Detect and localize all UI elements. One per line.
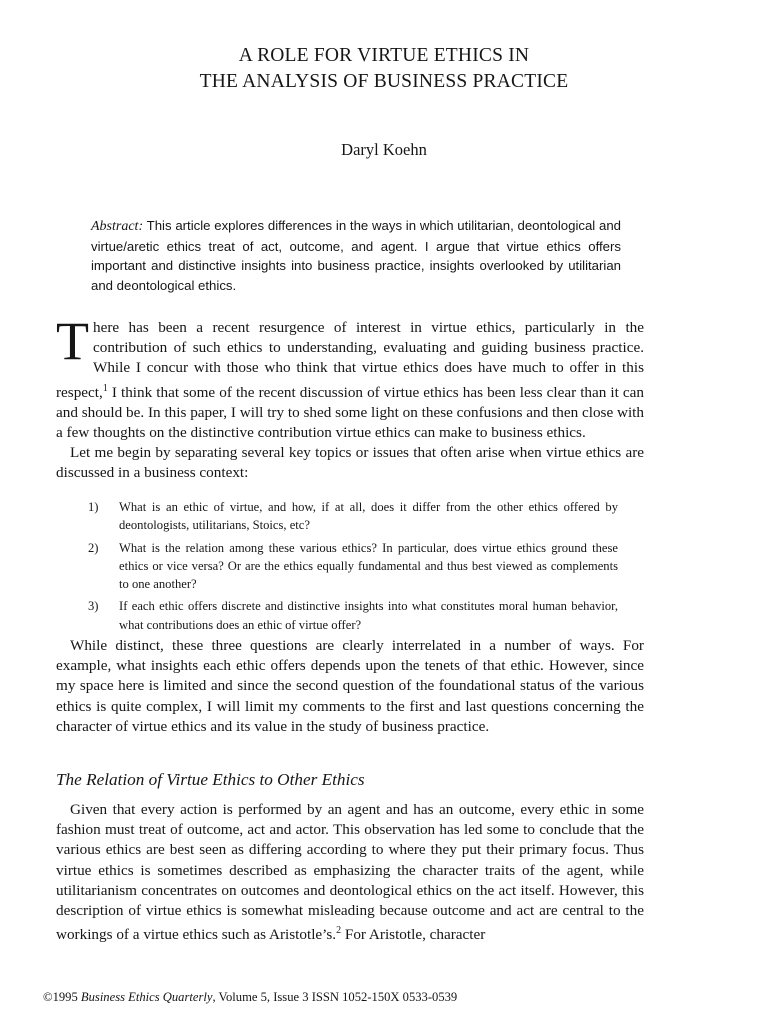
paragraph-4-rest: For Aristotle, character (341, 926, 486, 944)
list-number: 3) (88, 599, 99, 614)
drop-cap: T (56, 311, 89, 371)
list-item (88, 597, 618, 634)
footnote-marker-2: 2 (336, 925, 342, 937)
page-footer (43, 990, 457, 1005)
paragraph-3: While distinct, these three questions are clearly interrelated in a number of ways. For example, what insights each ethic offers depends upon the tenets of that ethic. However, since my space here is limited and since the second question of the foundational status of the various ethics is quite complex, I will limit my comments to the first and last questions concerning the character of virtue ethics and its value in the study of business practice. (56, 637, 644, 735)
question-list (88, 498, 618, 638)
intro-section (56, 311, 644, 484)
list-text: What is the relation among these various ethics? In particular, does virtue ethics ground these ethics or vice versa? Or are the ethics equally fundamental and thus best viewed as complements to one another? (119, 540, 618, 592)
journal-name: Business Ethics Quarterly (80, 990, 213, 1004)
article-title-line-1: A ROLE FOR VIRTUE ETHICS IN (238, 45, 530, 66)
list-number: 2) (88, 540, 99, 555)
issue-details: , Volume 5, Issue 3 ISSN 1052-150X 0533-0539 (212, 990, 458, 1004)
copyright: ©1995 (43, 990, 78, 1004)
paragraph-1-rest: I think that some of the recent discussion of virtue ethics has been less clear than it can and should be. In this paper, I will try to shed some light on these confusions and then close with a few thoughts on the distinctive contribution virtue ethics can make to business ethics. (56, 383, 644, 442)
section-body (56, 800, 644, 945)
list-number: 1) (88, 500, 99, 514)
section-heading: The Relation of Virtue Ethics to Other Ethics (56, 770, 365, 789)
abstract-label: Abstract: (91, 219, 144, 234)
list-text: What is an ethic of virtue, and how, if at all, does it differ from the other ethics offered by deontologists, utilitarians, Stoics, etc? (119, 500, 618, 533)
paragraph-4-text: Given that every action is performed by an agent and has an outcome, every ethic in some fashion must treat of outcome, act and actor. This observation has led some to conclude that the various ethics are best seen as differing according to where they put their primary focus. Thus virtue ethics is sometimes described as emphasizing the character traits of the agent, while utilitarianism concentrates on outcomes and deontological ethics on the act itself. However, this description of virtue ethics is somewhat misleading because outcome and act are central to the workings of a virtue ethics such as Aristotle’s. (56, 801, 644, 944)
article-title-line-2: THE ANALYSIS OF BUSINESS PRACTICE (199, 71, 569, 92)
list-item (88, 498, 618, 535)
paragraph-1 (56, 311, 644, 443)
paragraph-4 (56, 800, 644, 945)
paragraph-2: Let me begin by separating several key topics or issues that often arise when virtue ethics are discussed in a business context: (56, 444, 644, 482)
paragraph-3-block (56, 636, 644, 737)
footnote-marker-1: 1 (102, 382, 108, 394)
author-name: Daryl Koehn (341, 140, 427, 159)
abstract (91, 216, 621, 295)
abstract-text: This article explores differences in the ways in which utilitarian, deontological and virtue/aretic ethics treat of act, outcome, and agent. I argue that virtue ethics offers important and distinctive insights into business practice, insights overlooked by utilitarian and deontological ethics. (91, 218, 621, 293)
list-item (88, 539, 618, 594)
list-text: If each ethic offers discrete and distinctive insights into what constitutes moral human behavior, what contributions does an ethic of virtue offer? (119, 599, 618, 632)
paragraph-1-text: here has been a recent resurgence of interest in virtue ethics, particularly in the contribution of such ethics to understanding, evaluating and guiding business practice. While I concur with those who think that virtue ethics does have much to offer in this respect, (56, 319, 644, 401)
